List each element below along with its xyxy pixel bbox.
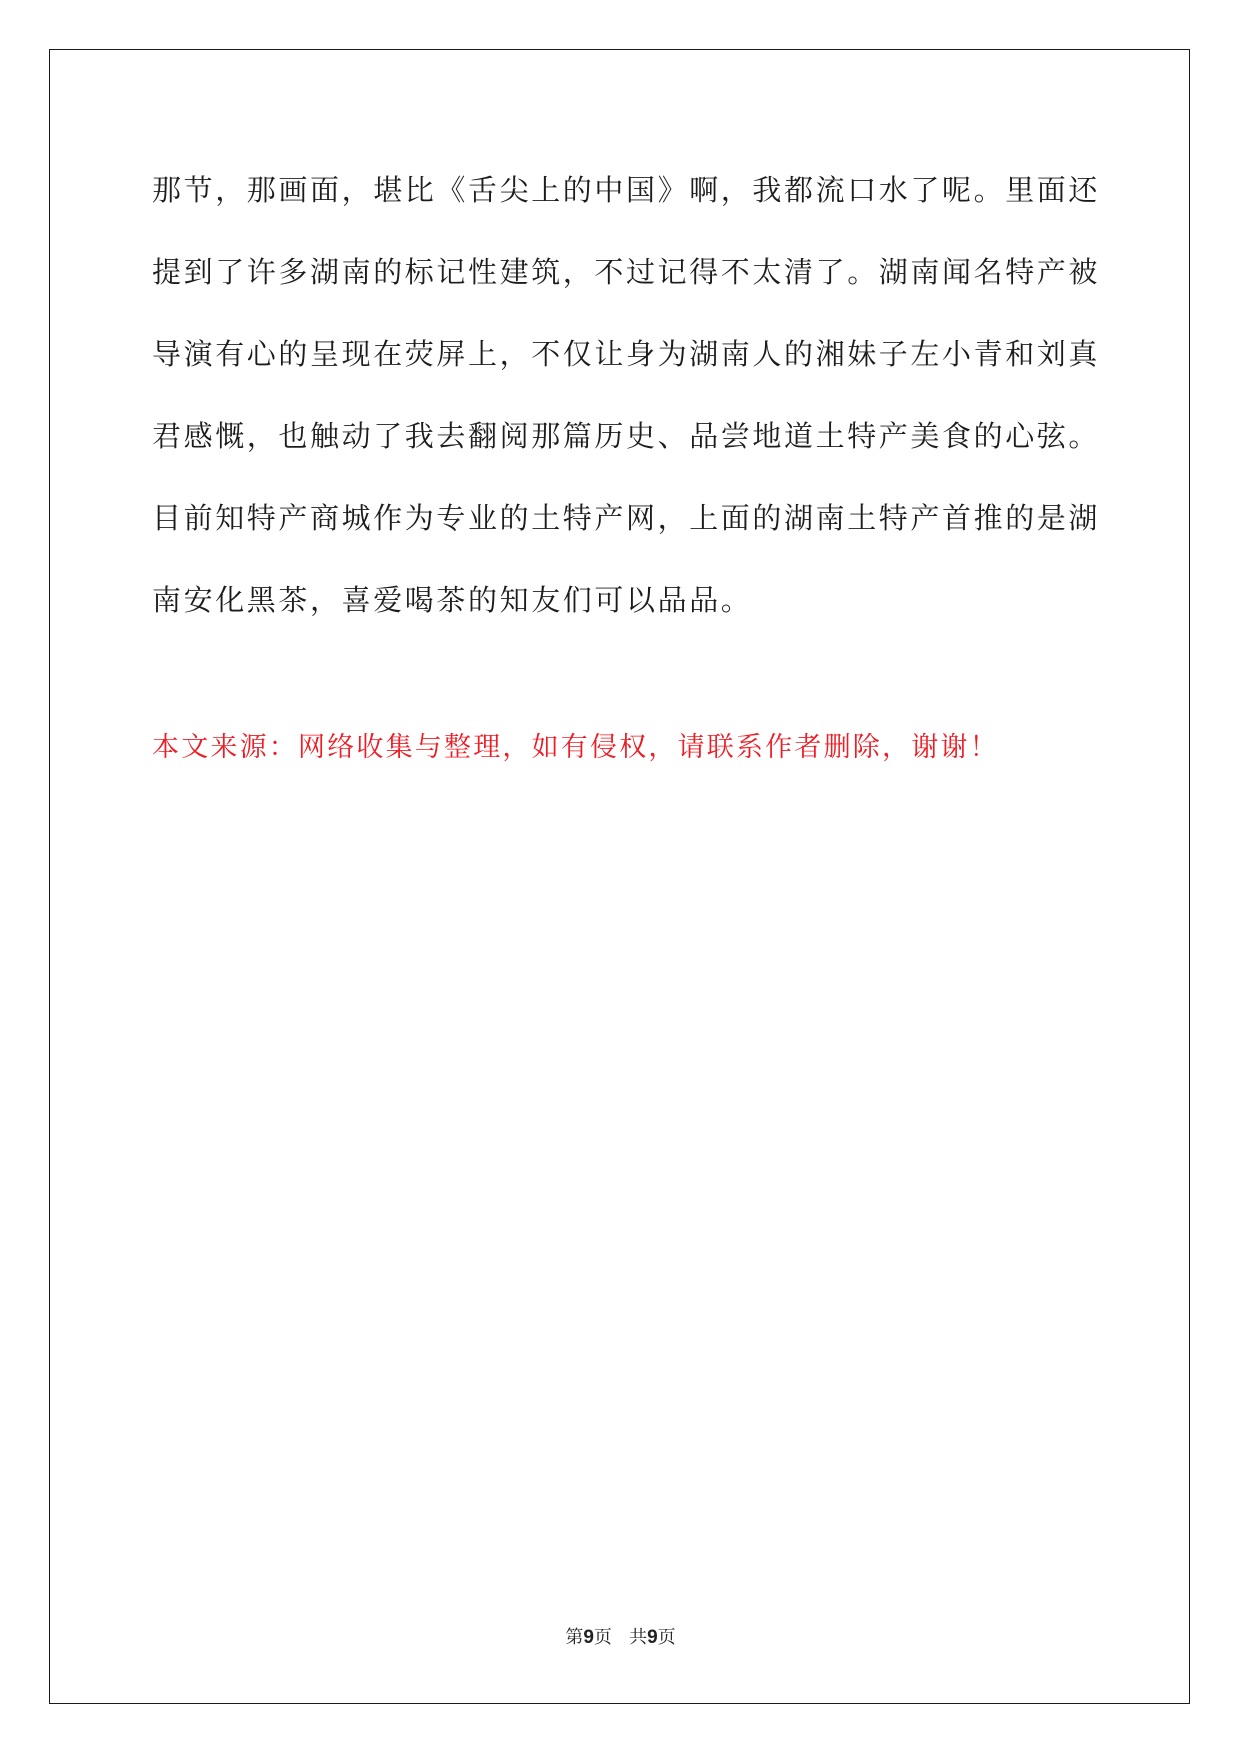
body-line: 提到了许多湖南的标记性建筑，不过记得不太清了。湖南闻名特产被 — [152, 255, 1101, 289]
footer-page-prefix: 第 — [565, 1627, 584, 1648]
body-line: 南安化黑茶，喜爱喝茶的知友们可以品品。 — [152, 583, 753, 617]
body-line: 君感慨，也触动了我去翻阅那篇历史、品尝地道土特产美食的心弦。 — [152, 419, 1101, 453]
footer-total-suffix: 页 — [657, 1627, 676, 1648]
body-line: 导演有心的呈现在荧屏上，不仅让身为湖南人的湘妹子左小青和刘真 — [152, 337, 1101, 371]
footer-current-page: 9 — [583, 1627, 594, 1648]
footer-total-pages: 9 — [647, 1627, 658, 1648]
body-line: 那节，那画面，堪比《舌尖上的中国》啊，我都流口水了呢。里面还 — [152, 173, 1101, 207]
source-disclaimer: 本文来源：网络收集与整理，如有侵权，请联系作者删除，谢谢！ — [152, 732, 999, 763]
footer-total-prefix: 共 — [629, 1627, 648, 1648]
body-paragraph — [152, 157, 1101, 649]
footer-page-suffix: 页 — [593, 1627, 612, 1648]
page-footer — [0, 1623, 1241, 1649]
body-line: 目前知特产商城作为专业的土特产网，上面的湖南土特产首推的是湖 — [152, 501, 1101, 535]
